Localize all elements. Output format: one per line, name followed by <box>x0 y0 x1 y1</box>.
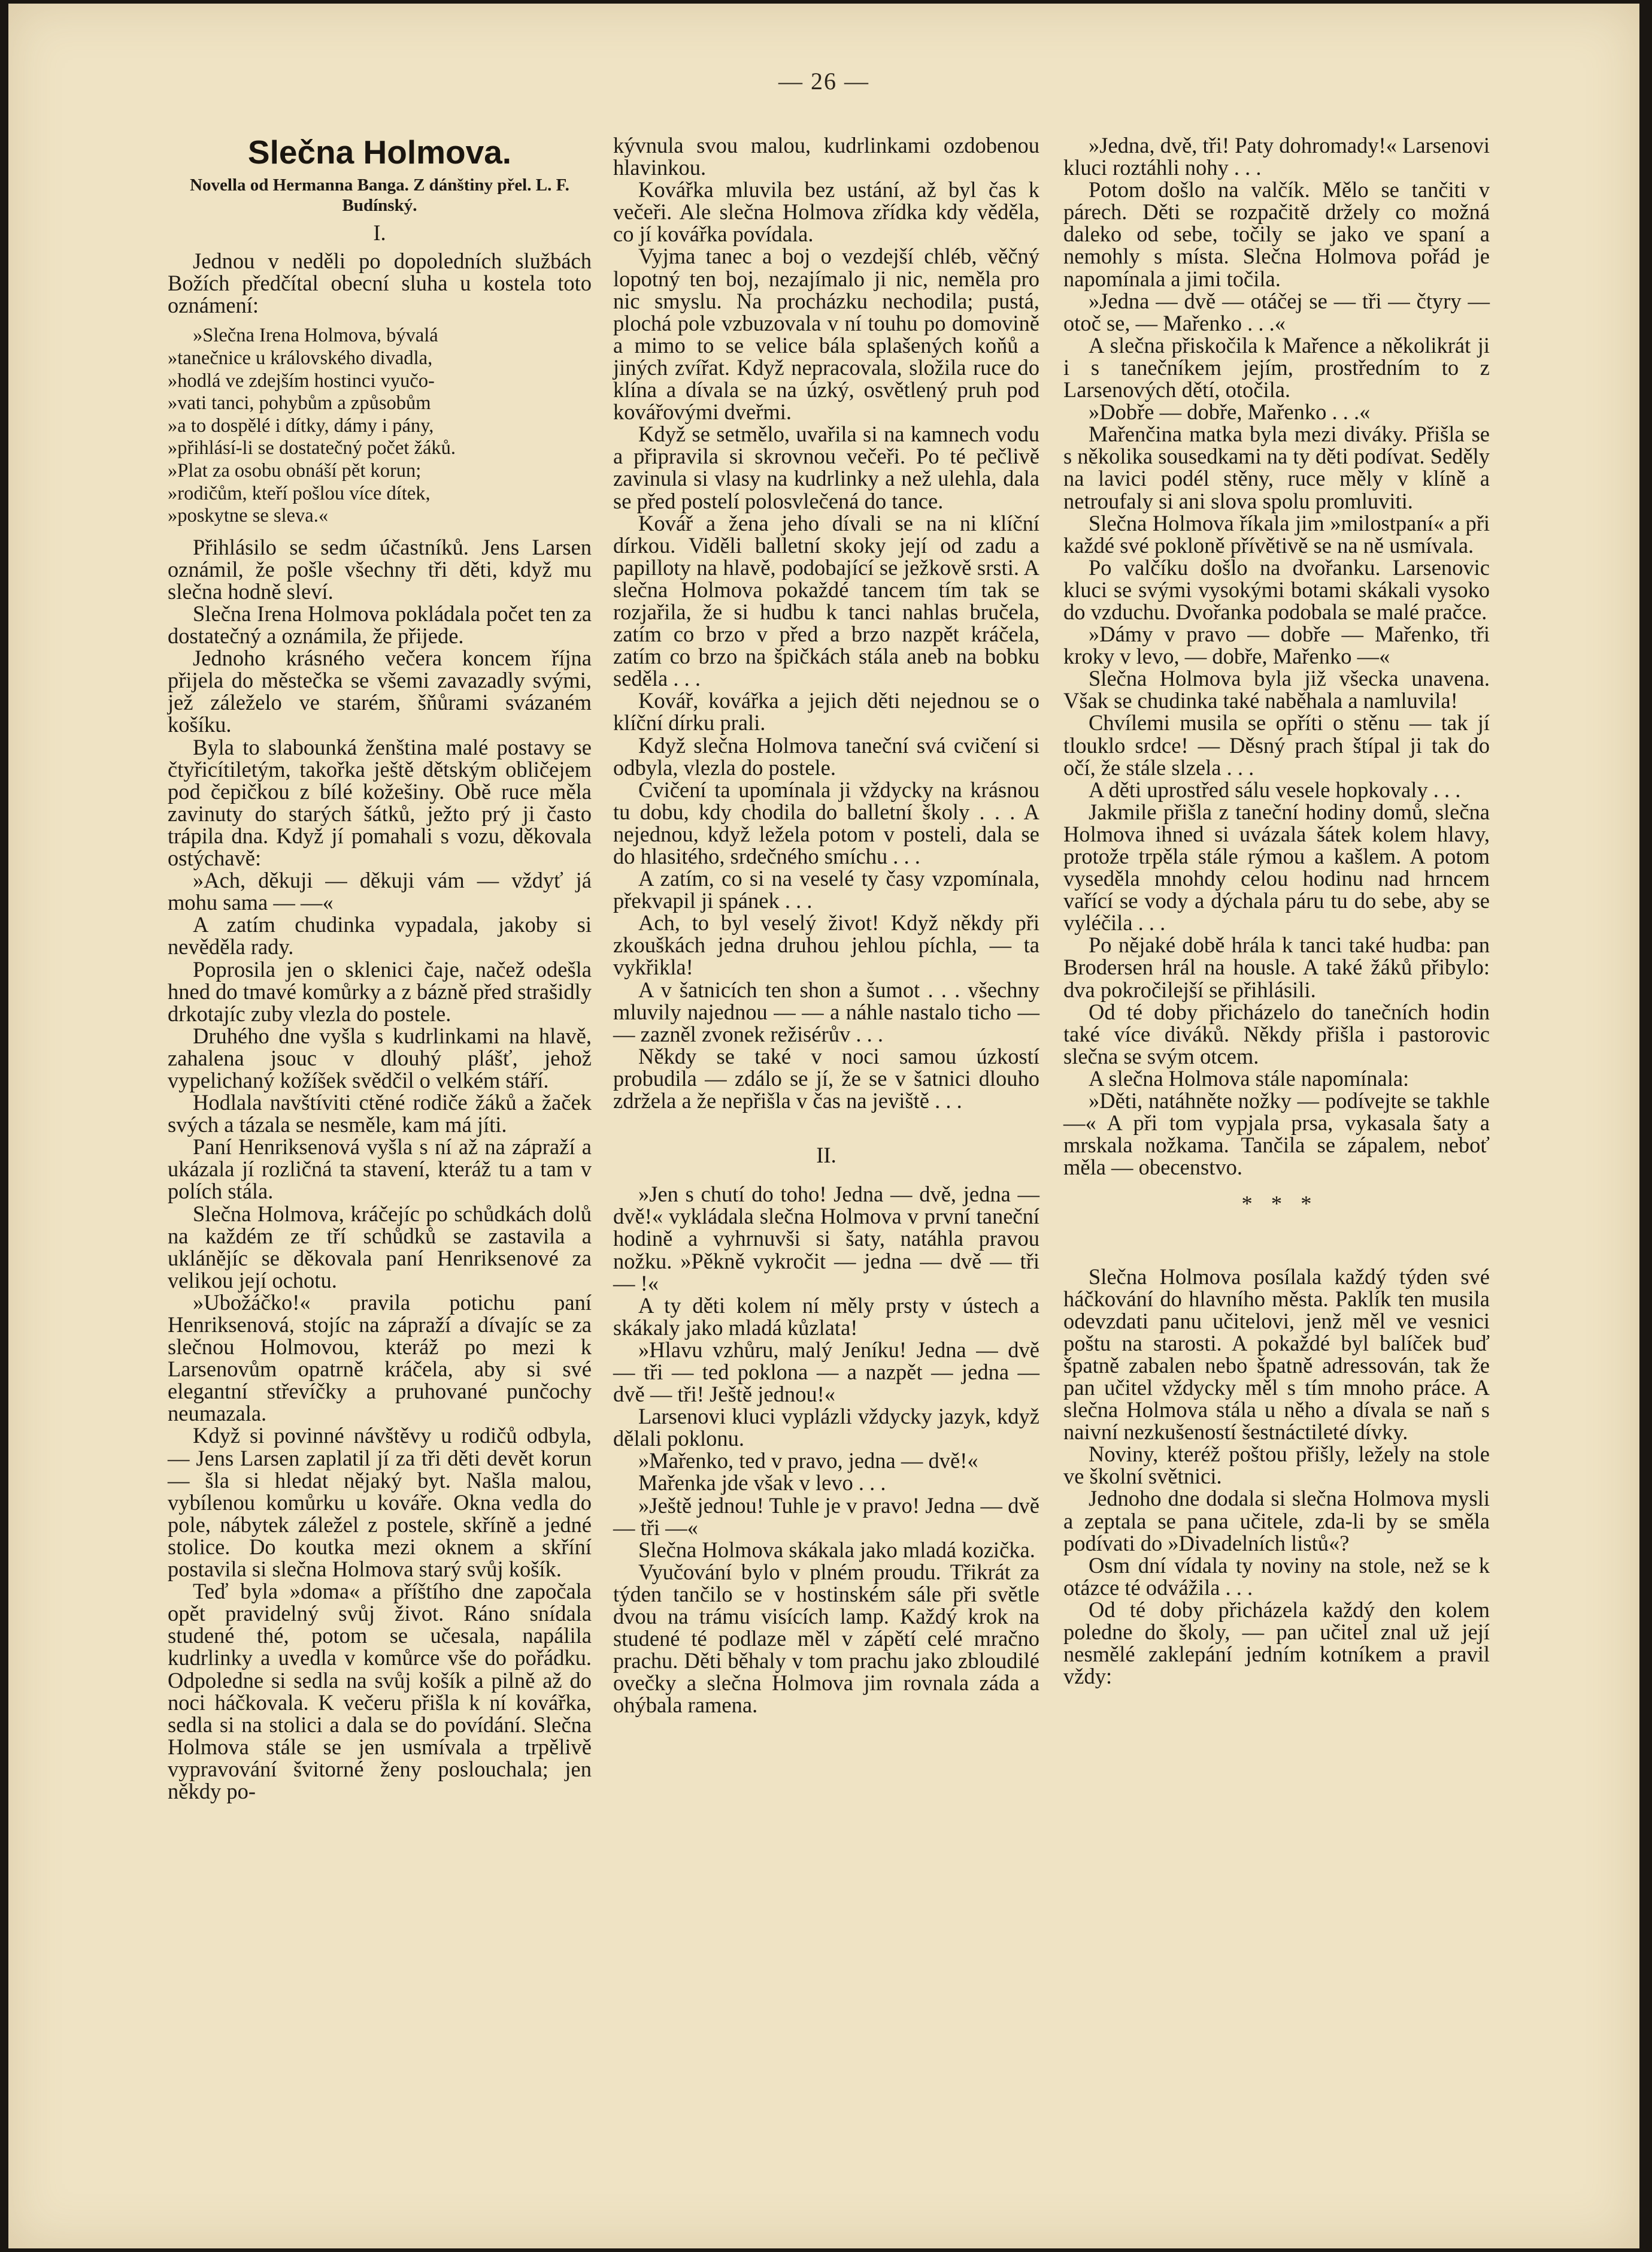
paragraph: Poprosila jen o sklenici čaje, načež odešla hned do tmavé komůrky a z bázně před strašidly drkotajíc zuby vlezla do postele. <box>168 957 592 1026</box>
paragraph: Druhého dne vyšla s kudrlinkami na hlavě, zahalena jsouc v dlouhý plášť, jehož vypelichaný kožíšek svědčil o velkém stáří. <box>168 1023 592 1092</box>
section-separator: * * * <box>1241 1191 1312 1216</box>
paragraph: Po valčíku došlo na dvořanku. Larsenovic kluci se svými vysokými botami skákali vysoko do vzduchu. Dvořanka podobala se malé pračce. <box>1063 555 1490 624</box>
paragraph: Larsenovi kluci vyplázli vždycky jazyk, když dělali poklonu. <box>613 1404 1039 1451</box>
paragraph: kývnula svou malou, kudrlinkami ozdobenou hlavinkou. <box>613 133 1039 180</box>
story-title: Slečna Holmova. <box>247 134 512 171</box>
paragraph: »Dobře — dobře, Mařenko . . .« <box>1089 399 1371 425</box>
paragraph: Jednoho krásného večera koncem října přijela do městečka se všemi zavazadly svými, jež záleželo ve starém, šňůrami svázaném košíku. <box>168 646 592 737</box>
paragraph: Když slečna Holmova taneční svá cvičení si odbyla, vlezla do postele. <box>613 732 1039 780</box>
paragraph: Když si povinné návštěvy u rodičů odbyla, — Jens Larsen zaplatil jí za tři děti devět korun — šla si hledat nějaký byt. Našla malou, vybílenou komůrku u kováře. Okna vedla do pole, nábytek záležel z postele, skříně a jedné stolice. Do koutka mezi oknem a skříní postavila si slečna Holmova starý svůj košík. <box>168 1423 592 1582</box>
page <box>8 4 1639 2248</box>
paragraph: Noviny, kteréž poštou přišly, ležely na stole ve školní světnici. <box>1063 1442 1490 1489</box>
paragraph: Teď byla »doma« a příštího dne započala opět pravidelný svůj život. Ráno snídala studené thé, potom se učesala, napálila kudrlinky a uvedla v komůrce vše do pořádku. Odpoledne si sedla na svůj košík a pilně až do noci háčkovala. K večeru přišla k ní kovářka, sedla si na stolici a dala se do povídání. Slečna Holmova stále se jen usmívala a trpělivě vypravování švitorné ženy poslouchala; jen někdy po- <box>168 1579 592 1803</box>
paragraph: Chvílemi musila se opříti o stěnu — tak jí tlouklo srdce! — Děsný prach štípal ji tak do očí, že stále slzela . . . <box>1063 710 1490 780</box>
column-3-body-b <box>1063 1266 1490 1688</box>
announcement-line: »a to dospělé i dítky, dámy i pány, <box>168 414 434 437</box>
paragraph: Jednoho dne dodala si slečna Holmova mysli a zeptala se pana učitele, zda-li by se směla podívati do »Divadelních listů«? <box>1063 1486 1490 1555</box>
paragraph: Kovářka mluvila bez ustání, až byl čas k večeři. Ale slečna Holmova zřídka kdy věděla, co jí kovářka povídala. <box>613 177 1039 247</box>
paragraph: Kovář a žena jeho dívali se na ni klíční dírkou. Viděli balletní skoky její od zadu a papilloty na hlavě, podobající se ježkově srsti. A slečna Holmova pokaždé tancem tím tak se rozjařila, že si hudbu k tanci nahlas bručela, zatím co brzo v před a brzo nazpět kráčela, zatím co brzo na špičkách stála aneb na bobku seděla . . . <box>613 510 1039 691</box>
paragraph: Po nějaké době hrála k tanci také hudba: pan Brodersen hrál na housle. A také žáků přibylo: dva pokročilejší se přihlásili. <box>1063 933 1490 1002</box>
paragraph: »Ubožáčko!« pravila potichu paní Henriksenová, stojíc na zápraží a dívajíc se za slečnou Holmovou, kteráž po mezi k Larsenovům opatrně kráčela, aby si své elegantní střevíčky a pruhované punčochy neumazala. <box>168 1290 592 1426</box>
paragraph: A děti uprostřed sálu vesele hopkovaly . . . <box>1089 777 1461 802</box>
column-1-body <box>168 536 592 1802</box>
paragraph: Byla to slabounká ženština malé postavy se čtyřicítiletým, takořka ještě dětským obličejem pod čepičkou z bílé kožešiny. Obě ruce měla zavinuty do starých šátků, ježto prý ji často trápila dna. Když jí pomahali s vozu, děkovala ostýchavě: <box>168 734 592 871</box>
column-2 <box>613 134 1039 1716</box>
announcement-line: »vati tanci, pohybům a způsobům <box>168 392 431 414</box>
paragraph: A v šatnicích ten shon a šumot . . . všechny mluvily najednou — — a náhle nastalo ticho — — zazněl zvonek režisérův . . . <box>613 977 1039 1046</box>
announcement-line: »Plat za osobu obnáší pět korun; <box>168 459 422 482</box>
column-2-body-a <box>613 134 1039 1112</box>
paragraph: Hodlala navštíviti ctěné rodiče žáků a žaček svých a tázala se nesměle, kam má jíti. <box>168 1090 592 1137</box>
paragraph: Mařenčina matka byla mezi diváky. Přišla se s několika sousedkami na ty děti podívat. Seděly na lavici podél stěny, ruce měly v klíně a netroufaly si ani slova spolu promluviti. <box>1063 422 1490 513</box>
paragraph: Vyjma tanec a boj o vezdejší chléb, věčný lopotný ten boj, nezajímalo ji nic, neměla pro nic smyslu. Na procházku nechodila; pustá, plochá pole vzbuzovala v ní touhu po domovině a mimo to se velice bála splašených koňů a jiných zvířat. Když nepracovala, složila ruce do klína a dívala se na úzký, osvětlený pruh pod kovářovými dveřmi. <box>613 244 1039 425</box>
paragraph: A zatím chudinka vypadala, jakoby si nevěděla rady. <box>168 912 592 959</box>
column-1 <box>168 134 592 1802</box>
paragraph: Někdy se také v noci samou úzkostí probudila — zdálo se jí, že se v šatnici dlouho zdržela a že nepřišla v čas na jeviště . . . <box>613 1043 1039 1113</box>
paragraph: Slečna Holmova, kráčejíc po schůdkách dolů na každém ze tří schůdků se zastavila a uklánějíc se děkovala paní Henriksenové za velikou její ochotu. <box>168 1201 592 1293</box>
announcement <box>168 325 592 527</box>
section-heading-2: II. <box>816 1143 836 1168</box>
paragraph: Od té doby přicházela každý den kolem poledne do školy, — pan učitel znal už její nesmělé zaklepání jedním kotníkem a pravil vždy: <box>1063 1597 1490 1689</box>
paragraph: A slečna přiskočila k Mařence a několikrát ji i s tanečníkem jejím, prostředním to z Larsenových dětí, otočila. <box>1063 332 1490 402</box>
story-subtitle: Novella od Hermanna Banga. Z dánštiny přel. L. F. Budínský. <box>190 175 569 215</box>
page-number: — 26 — <box>778 68 869 95</box>
paragraph: Slečna Holmova byla již všecka unavena. Však se chudinka také naběhala a namluvila! <box>1063 666 1490 713</box>
paragraph: »Děti, natáhněte nožky — podívejte se takhle —« A při tom vypjala prsa, vykasala šaty a mrskala nožkama. Tančila se zápalem, neboť měla — obecenstvo. <box>1063 1088 1490 1180</box>
announcement-line: »přihlásí-li se dostatečný počet žáků. <box>168 437 456 459</box>
paragraph: Od té doby přicházelo do tanečních hodin také více diváků. Někdy přišla i pastorovic slečna se svým otcem. <box>1063 999 1490 1069</box>
column-3 <box>1063 134 1490 1687</box>
paragraph: »Jedna — dvě — otáčej se — tři — čtyry — otoč se, — Mařenko . . .« <box>1063 288 1490 335</box>
announcement-line: »rodičům, kteří pošlou více dítek, <box>168 482 431 504</box>
paragraph: »Hlavu vzhůru, malý Jeníku! Jedna — dvě — tři — ted poklona — a nazpět — jedna — dvě — tři! Ještě jednou!« <box>613 1337 1039 1407</box>
column-2-body-b <box>613 1183 1039 1716</box>
paragraph: Jednou v neděli po dopoledních službách Božích předčítal obecní sluha u kostela toto oznámení: <box>168 249 592 318</box>
paragraph: Ach, to byl veselý život! Když někdy při zkouškách jedna druhou jehlou píchla, — ta vykřikla! <box>613 910 1039 980</box>
paragraph: »Jen s chutí do toho! Jedna — dvě, jedna — dvě!« vykládala slečna Holmova v první taneční hodině a vyhrnuvši si šaty, natáhla pravou nožku. »Pěkně vykročit — jedna — dvě — tři — !« <box>613 1182 1039 1295</box>
paragraph: Osm dní vídala ty noviny na stole, než se k otázce té odvážila . . . <box>1063 1552 1490 1600</box>
paragraph: Slečna Holmova říkala jim »milostpaní« a při každé své pokloně přívětivě se na ně usmívala. <box>1063 510 1490 558</box>
section-heading-1: I. <box>373 220 386 245</box>
column-3-body-a <box>1063 134 1490 1178</box>
paragraph: Slečna Holmova skákala jako mladá kozička. <box>638 1537 1035 1562</box>
paragraph: Slečna Holmova posílala každý týden své háčkování do hlavního města. Paklík ten musila odevzdati panu učitelovi, jenž měl ve vesnici poštu na starosti. A pokaždé byl balíček buď špatně zabalen nebo špatně adressován, tak že pan učitel vždycky měl s tím mnoho práce. A slečna Holmova stála u něho a dívala se naň s naivní nezkušeností šestnáctileté dívky. <box>1063 1264 1490 1445</box>
paragraph: »Jedna, dvě, tři! Paty dohromady!« Larsenovi kluci roztáhli nohy . . . <box>1063 133 1490 180</box>
paragraph: Kovář, kovářka a jejich děti nejednou se o klíční dírku prali. <box>613 688 1039 735</box>
paragraph: Přihlásilo se sedm účastníků. Jens Larsen oznámil, že pošle všechny tři děti, když mu slečna hodně sleví. <box>168 534 592 604</box>
paragraph: A ty děti kolem ní měly prsty v ústech a skákaly jako mladá kůzlata! <box>613 1293 1039 1340</box>
paragraph: Paní Henriksenová vyšla s ní až na zápraží a ukázala jí rozličná ta stavení, kteráž tu a tam v polích stála. <box>168 1134 592 1204</box>
paragraph: »Dámy v pravo — dobře — Mařenko, tři kroky v levo, — dobře, Mařenko —« <box>1063 622 1490 669</box>
announcement-line: »Slečna Irena Holmova, bývalá <box>193 325 438 347</box>
paragraph: Mařenka jde však v levo . . . <box>638 1470 886 1496</box>
paragraph: »Ještě jednou! Tuhle je v pravo! Jedna — dvě — tři —« <box>613 1493 1039 1540</box>
paragraph: »Ach, děkuji — děkuji vám — vždyť já mohu sama — —« <box>168 868 592 915</box>
paragraph: »Mařenko, ted v pravo, jedna — dvě!« <box>638 1448 978 1473</box>
paragraph: Vyučování bylo v plném proudu. Třikrát za týden tančilo se v hostinském sále při světle dvou na trámu visících lamp. Každý krok na studené té podlaze měl v zápětí celé mračno prachu. Děti běhaly v tom prachu jako zbloudilé ovečky a slečna Holmova jim rovnala záda a ohýbala ramena. <box>613 1559 1039 1718</box>
paragraph: Potom došlo na valčík. Mělo se tančiti v párech. Děti se rozpačitě držely co možná daleko od sebe, točily se jako ve spaní a nemohly s místa. Slečna Holmova pořád je napomínala a jimi točila. <box>1063 177 1490 291</box>
paragraph: Jakmile přišla z taneční hodiny domů, slečna Holmova ihned si uvázala šátek kolem hlavy, protože trpěla stále rýmou a kašlem. A potom vyseděla mnohdy celou hodinu nad hrncem vařící se vody a dýchala páru tu do sebe, aby se vyléčila . . . <box>1063 799 1490 936</box>
paragraph: A slečna Holmova stále napomínala: <box>1089 1066 1409 1091</box>
announcement-line: »poskytne se sleva.« <box>168 505 329 527</box>
paragraph: Slečna Irena Holmova pokládala počet ten za dostatečný a oznámila, že přijede. <box>168 601 592 649</box>
announcement-line: »hodlá ve zdejším hostinci vyučo- <box>168 370 435 392</box>
announcement-line: »tanečnice u královského divadla, <box>168 347 433 369</box>
paragraph: A zatím, co si na veselé ty časy vzpomínala, překvapil ji spánek . . . <box>613 866 1039 913</box>
paragraph: Cvičení ta upomínala ji vždycky na krásnou tu dobu, kdy chodila do balletní školy . . . A nejednou, když ležela potom v posteli, dala se do hlasitého, srdečného smíchu . . . <box>613 777 1039 868</box>
paragraph: Když se setmělo, uvařila si na kamnech vodu a připravila si skrovnou večeři. Po té pečlivě zavinula si vlasy na kudrlinky a než ulehla, dala se před postelí polosvlečená do tance. <box>613 422 1039 513</box>
